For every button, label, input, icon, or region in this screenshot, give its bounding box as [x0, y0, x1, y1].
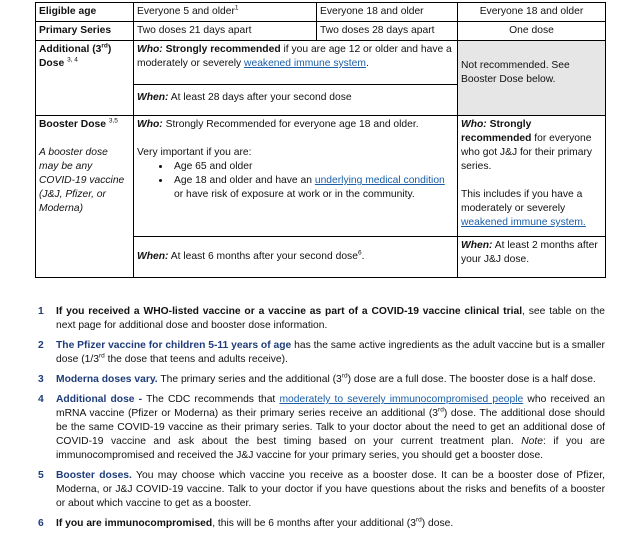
cell-pfizer-primary — [134, 22, 317, 41]
footnote-lead: Additional dose - — [56, 394, 143, 405]
text: Everyone 5 and older — [137, 6, 235, 17]
cell-jj-primary — [458, 22, 606, 41]
important-text: Very important if you are: — [137, 147, 252, 158]
footnote-text-end: ) dose are a full dose. The booster dose is a half dose. — [347, 374, 596, 385]
footnotes-list — [35, 305, 605, 531]
note-italic: Note — [521, 436, 543, 447]
footnote-text: who received an mRNA vaccine (Pfizer or Moderna) as their primary series receive an additional (3 — [56, 394, 605, 419]
text-end: . — [365, 58, 369, 69]
text: This includes if you have a moderately or severely — [461, 189, 583, 214]
label: Additional (3 — [39, 44, 102, 55]
strong-text: Strongly recommended — [461, 119, 532, 144]
vaccine-schedule-table — [35, 2, 606, 278]
text: At least 2 months after your J&J dose. — [461, 240, 598, 265]
underlying-condition-link[interactable]: underlying medical condition — [314, 175, 445, 186]
row-header-primary — [36, 22, 134, 41]
text-end: or have risk of exposure at work or in the community. — [174, 189, 415, 200]
row-eligible-age — [36, 3, 606, 22]
footnote-lead: The Pfizer vaccine for children 5-11 years of age — [56, 340, 292, 351]
label: Eligible age — [39, 6, 97, 17]
label-end: ) — [107, 44, 112, 55]
immunocompromised-link[interactable]: moderately to severely immunocompromised people — [279, 394, 524, 405]
row-primary-series — [36, 22, 606, 41]
footnote-number: 6 — [38, 518, 44, 529]
superscript: rd — [438, 406, 444, 414]
footnote-ref: 3,5 — [108, 117, 118, 125]
who-label: Who: — [137, 119, 163, 130]
footnote-number: 4 — [38, 394, 44, 405]
superscript: rd — [415, 516, 422, 524]
footnote-4 — [35, 393, 605, 463]
cell-jj-booster-when — [458, 237, 606, 278]
footnote-3 — [35, 373, 605, 387]
row-additional-dose-who — [36, 41, 606, 85]
weakened-immune-link[interactable]: weakened immune system — [244, 58, 366, 69]
superscript: rd — [341, 372, 348, 380]
footnote-text: The primary series and the additional (3 — [157, 374, 342, 385]
footnote-5 — [35, 469, 605, 511]
footnote-text: , this will be 6 months after your additional (3 — [212, 518, 416, 529]
row-header-eligible — [36, 3, 134, 22]
who-label: Who: — [461, 119, 487, 130]
weakened-immune-link[interactable]: weakened immune system. — [461, 217, 586, 228]
booster-note: A booster dose may be any COVID-19 vaccine (J&J, Pfizer, or Moderna) — [39, 147, 125, 214]
text: Not recommended. See Booster Dose below. — [461, 60, 570, 85]
footnote-lead: Booster doses. — [56, 470, 132, 481]
text: Everyone 18 and older — [479, 6, 584, 17]
label: Booster Dose — [39, 119, 106, 130]
footnote-text-end: ) dose. — [421, 518, 454, 529]
strong-text: Strongly recommended — [165, 44, 281, 55]
footnote-number: 5 — [38, 470, 44, 481]
cell-moderna-primary — [317, 22, 458, 41]
text: At least 28 days after your second dose — [168, 91, 352, 103]
text: Age 18 and older and have an — [174, 175, 315, 186]
cell-booster-when — [134, 237, 458, 278]
text: Strongly Recommended for everyone age 18 and older. — [162, 119, 419, 130]
cell-jj-additional — [458, 41, 606, 116]
cell-booster-who — [134, 116, 458, 237]
text: Two doses 21 days apart — [137, 25, 252, 36]
footnote-number: 2 — [38, 340, 44, 351]
text: if you are age 12 or older and have a moderately or severely — [137, 44, 452, 69]
footnote-ref: 3, 4 — [67, 56, 78, 64]
when-label: When: — [461, 240, 493, 251]
footnote-1 — [35, 305, 605, 333]
footnote-text: has the same active ingredients as the adult vaccine but is a smaller dose (1/3 — [56, 340, 605, 365]
who-label: Who: — [137, 44, 163, 55]
footnote-text: You may choose which vaccine you receive as a booster dose. It can be a booster dose of Pfizer, Moderna, or J&J COVID-19 vaccine. Talk to your doctor if you have questions about the risks and benefits of a booster or about which vaccine to get as a booster. — [56, 470, 606, 509]
footnote-2 — [35, 339, 605, 367]
list-item — [171, 174, 454, 202]
footnote-text-end: the dose that teens and adults receive). — [104, 354, 288, 365]
when-label: When: — [137, 91, 169, 103]
footnote-lead: If you are immunocompromised — [56, 518, 213, 529]
cell-moderna-eligible — [317, 3, 458, 22]
superscript: rd — [98, 352, 105, 360]
row-header-additional — [36, 41, 134, 116]
footnote-text: The CDC recommends that — [142, 394, 280, 405]
risk-list — [137, 160, 454, 202]
footnote-number: 3 — [38, 374, 44, 385]
row-booster-dose-who — [36, 116, 606, 237]
text: One dose — [509, 25, 554, 36]
cell-additional-when — [134, 84, 458, 115]
footnote-lead: If you received a WHO-listed vaccine or a vaccine as part of a COVID-19 vaccine clinical trial — [56, 306, 523, 317]
text: for everyone who got J&J for their primary series. — [461, 133, 593, 172]
footnote-text-end: : if you are immunocompromised and received the J&J vaccine for your primary series, you should get a booster dose. — [56, 436, 605, 461]
footnote-ref: 6 — [357, 249, 362, 257]
footnote-6 — [35, 517, 605, 531]
text: At least 6 months after your second dose — [168, 251, 358, 262]
cell-jj-booster-who — [458, 116, 606, 237]
label-line2: Dose — [39, 58, 65, 69]
list-item — [171, 160, 454, 174]
footnote-text: ) dose. The additional dose should be the same COVID-19 vaccine as their primary series. Talk to your doctor about the need to get an additional dose of COVID-19 vaccine and ask about the best timing based on your current treatment plan. — [56, 408, 605, 447]
text: Two doses 28 days apart — [320, 25, 435, 36]
footnote-number: 1 — [38, 306, 44, 317]
footnote-text: , see table on the next page for additional dose and booster dose information. — [56, 306, 605, 331]
footnote-ref: 1 — [234, 4, 239, 12]
cell-jj-eligible — [458, 3, 606, 22]
cell-additional-who — [134, 41, 458, 85]
row-header-booster — [36, 116, 134, 278]
superscript: rd — [101, 42, 108, 50]
cell-pfizer-eligible — [134, 3, 317, 22]
footnote-lead: Moderna doses vary. — [56, 374, 158, 385]
text: Age 65 and older — [174, 161, 253, 172]
label: Primary Series — [39, 25, 112, 36]
text: Everyone 18 and older — [320, 6, 424, 17]
when-label: When: — [137, 251, 169, 262]
text-end: . — [361, 251, 365, 262]
